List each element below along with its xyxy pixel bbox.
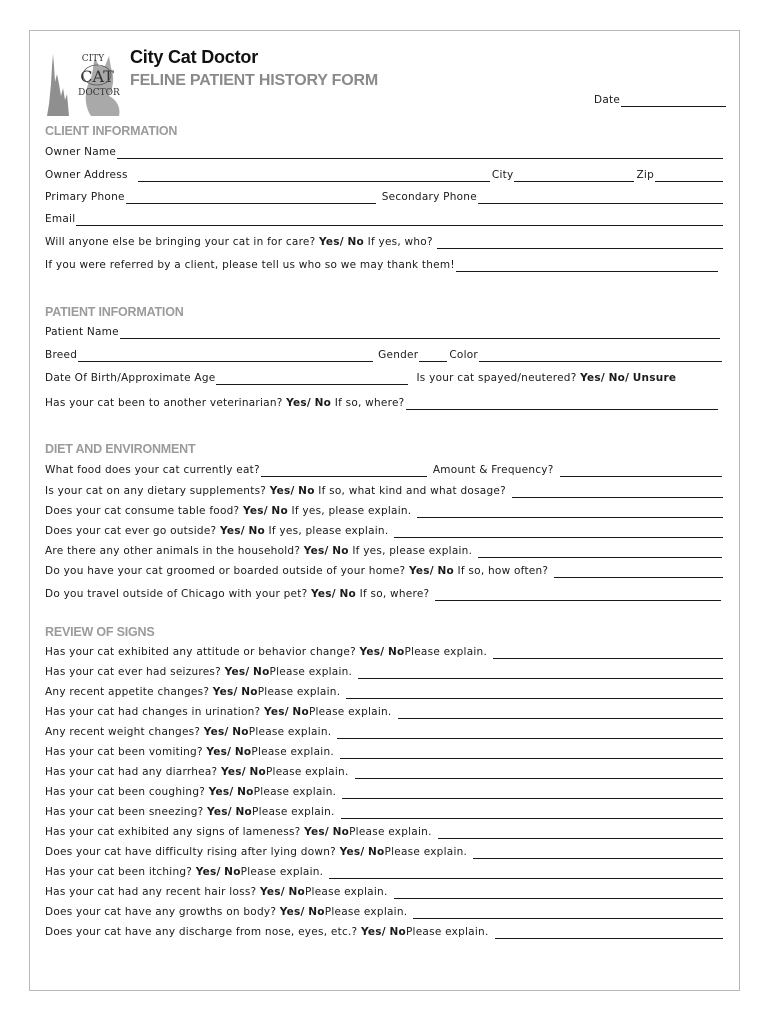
bringing-cat-question[interactable] xyxy=(45,235,727,249)
no-option[interactable]: No xyxy=(237,786,254,798)
no-option[interactable]: No xyxy=(347,236,365,248)
no-option[interactable]: No xyxy=(249,766,266,778)
city-cat-doctor-logo xyxy=(43,44,123,118)
followup-text: Please explain. xyxy=(252,806,335,818)
section-heading-signs: REVIEW OF SIGNS xyxy=(45,625,155,639)
secondary-phone-line[interactable] xyxy=(478,192,723,204)
no-option[interactable]: No xyxy=(387,646,405,658)
followup-text: If yes, please explain. xyxy=(268,525,389,537)
amount-line[interactable] xyxy=(560,465,722,477)
followup-text: Please explain. xyxy=(257,686,341,698)
owner-address-line[interactable] xyxy=(138,170,490,182)
owner-name-label: Owner Name xyxy=(45,146,117,158)
gender-line[interactable] xyxy=(419,350,447,362)
question-text: Has your cat been itching? xyxy=(45,866,193,878)
followup-text: Please explain. xyxy=(240,866,324,878)
question-text: Does your cat have any discharge from nose, eyes, etc.? xyxy=(45,926,358,938)
question-row[interactable] xyxy=(45,587,725,601)
yes-option[interactable]: Yes/ xyxy=(208,786,234,798)
question-row[interactable] xyxy=(45,765,727,779)
answer-line[interactable] xyxy=(342,787,723,799)
question-text: Has your cat had changes in urination? xyxy=(45,706,261,718)
answer-line[interactable] xyxy=(417,506,723,518)
followup-text: If so, what kind and what dosage? xyxy=(318,485,506,497)
followup-text: Please explain. xyxy=(349,826,432,838)
yes-option[interactable]: Yes/ xyxy=(212,686,238,698)
dob-label: Date Of Birth/Approximate Age xyxy=(45,372,216,384)
other-vet-question[interactable] xyxy=(45,396,720,410)
answer-line[interactable] xyxy=(398,707,723,719)
question-row[interactable] xyxy=(45,685,727,699)
spayed-yes-option[interactable]: Yes/ xyxy=(580,372,605,384)
followup-text: If yes, please explain. xyxy=(352,545,473,557)
yes-option[interactable]: Yes/ xyxy=(319,236,344,248)
answer-line[interactable] xyxy=(337,727,723,739)
answer-line[interactable] xyxy=(438,827,723,839)
spayed-unsure-option[interactable]: Unsure xyxy=(632,372,677,384)
secondary-phone-label: Secondary Phone xyxy=(381,191,477,203)
zip-label: Zip xyxy=(636,169,654,181)
gender-label: Gender xyxy=(378,349,419,361)
question-row[interactable] xyxy=(45,805,727,819)
yes-option[interactable]: Yes/ xyxy=(304,826,329,838)
no-option[interactable]: No xyxy=(288,886,305,898)
yes-option[interactable]: Yes/ xyxy=(242,505,268,517)
yes-option[interactable]: Yes/ xyxy=(339,846,365,858)
food-line[interactable] xyxy=(261,465,427,477)
question-text: Has your cat had any diarrhea? xyxy=(45,766,218,778)
followup-text: Please explain. xyxy=(384,846,468,858)
owner-name-line[interactable] xyxy=(117,147,723,159)
yes-option[interactable]: Yes/ xyxy=(259,886,285,898)
question-row[interactable] xyxy=(45,564,727,578)
breed-label: Breed xyxy=(45,349,78,361)
section-heading-diet: DIET AND ENVIRONMENT xyxy=(45,442,196,456)
yes-option[interactable]: Yes/ xyxy=(263,706,289,718)
question-text: Will anyone else be bringing your cat in for care? xyxy=(45,236,316,248)
no-option[interactable]: No xyxy=(234,746,252,758)
followup-text: Please explain. xyxy=(251,746,334,758)
question-text: Has your cat been vomiting? xyxy=(45,746,203,758)
no-option[interactable]: No xyxy=(292,706,309,718)
question-row[interactable] xyxy=(45,524,727,538)
logo-text-city: CITY xyxy=(81,54,105,64)
clinic-title: City Cat Doctor xyxy=(130,47,259,67)
no-option[interactable]: No xyxy=(224,866,241,878)
color-label: Color xyxy=(449,349,478,361)
answer-line[interactable] xyxy=(437,237,723,249)
answer-line[interactable] xyxy=(413,907,723,919)
section-heading-patient: PATIENT INFORMATION xyxy=(45,305,184,319)
spayed-no-option[interactable]: No/ xyxy=(608,372,630,384)
question-text: Does your cat have any growths on body? xyxy=(45,906,277,918)
question-text: Has your cat exhibited any attitude or behavior change? xyxy=(45,646,356,658)
question-text: Has your cat been sneezing? xyxy=(45,806,204,818)
followup-text: Please explain. xyxy=(265,766,349,778)
answer-line[interactable] xyxy=(478,546,722,558)
date-field[interactable] xyxy=(594,93,728,107)
question-row[interactable] xyxy=(45,484,727,498)
yes-option[interactable]: Yes/ xyxy=(286,397,312,409)
followup-text: Please explain. xyxy=(248,726,332,738)
question-row[interactable] xyxy=(45,705,727,719)
answer-line[interactable] xyxy=(358,667,723,679)
question-text: Has your cat had any recent hair loss? xyxy=(45,886,257,898)
answer-line[interactable] xyxy=(554,566,723,578)
referral-line[interactable] xyxy=(456,260,718,272)
no-option[interactable]: No xyxy=(298,485,315,497)
owner-name-field[interactable] xyxy=(45,145,727,159)
question-text: Has your cat ever had seizures? xyxy=(45,666,221,678)
zip-line[interactable] xyxy=(655,170,723,182)
date-line[interactable] xyxy=(621,95,726,107)
amount-label: Amount & Frequency? xyxy=(432,464,554,476)
question-row[interactable] xyxy=(45,645,727,659)
question-row[interactable] xyxy=(45,745,727,759)
logo-text-cat: CAT xyxy=(80,67,114,86)
question-text: Do you travel outside of Chicago with your pet? xyxy=(45,588,308,600)
email-line[interactable] xyxy=(76,214,723,226)
no-option[interactable]: No xyxy=(389,926,406,938)
question-row[interactable] xyxy=(45,865,727,879)
yes-option[interactable]: Yes/ xyxy=(219,525,245,537)
question-row[interactable] xyxy=(45,665,727,679)
followup-text: If so, where? xyxy=(334,397,405,409)
form-title: FELINE PATIENT HISTORY FORM xyxy=(130,72,378,89)
followup-text: Please explain. xyxy=(404,646,488,658)
followup-text: If so, how often? xyxy=(457,565,549,577)
no-option[interactable]: No xyxy=(437,565,454,577)
question-text: Has your cat been to another veterinarian? xyxy=(45,397,283,409)
yes-option[interactable]: Yes/ xyxy=(206,746,232,758)
yes-option[interactable]: Yes/ xyxy=(408,565,434,577)
no-option[interactable]: No xyxy=(232,726,249,738)
no-option[interactable]: No xyxy=(314,397,332,409)
yes-option[interactable]: Yes/ xyxy=(269,485,295,497)
dob-line[interactable] xyxy=(216,373,408,385)
answer-line[interactable] xyxy=(329,867,723,879)
question-text: Is your cat on any dietary supplements? xyxy=(45,485,267,497)
question-text: Are there any other animals in the household? xyxy=(45,545,301,557)
question-row[interactable] xyxy=(45,725,727,739)
answer-line[interactable] xyxy=(340,747,723,759)
answer-line[interactable] xyxy=(473,847,723,859)
food-label: What food does your cat currently eat? xyxy=(45,464,260,476)
yes-option[interactable]: Yes/ xyxy=(207,806,232,818)
email-field[interactable] xyxy=(45,212,727,226)
yes-option[interactable]: Yes/ xyxy=(360,926,386,938)
yes-option[interactable]: Yes/ xyxy=(303,545,329,557)
owner-address-label: Owner Address xyxy=(45,169,128,181)
followup-text: If yes, please explain. xyxy=(291,505,412,517)
question-text: Has your cat been coughing? xyxy=(45,786,206,798)
yes-option[interactable]: Yes/ xyxy=(224,666,250,678)
question-text: Do you have your cat groomed or boarded outside of your home? xyxy=(45,565,406,577)
yes-option[interactable]: Yes/ xyxy=(195,866,221,878)
patient-name-line[interactable] xyxy=(120,327,720,339)
dob-spayed-field[interactable] xyxy=(45,371,727,385)
no-option[interactable]: No xyxy=(248,525,265,537)
question-text: Does your cat have difficulty rising after lying down? xyxy=(45,846,336,858)
breed-line[interactable] xyxy=(78,350,373,362)
yes-option[interactable]: Yes/ xyxy=(279,906,305,918)
answer-line[interactable] xyxy=(435,589,721,601)
question-row[interactable] xyxy=(45,925,727,939)
spayed-question: Is your cat spayed/neutered? xyxy=(416,372,577,384)
question-row[interactable] xyxy=(45,504,727,518)
answer-line[interactable] xyxy=(394,526,723,538)
yes-option[interactable]: Yes/ xyxy=(311,588,336,600)
patient-name-field[interactable] xyxy=(45,325,722,339)
patient-name-label: Patient Name xyxy=(45,326,119,338)
question-row[interactable] xyxy=(45,885,727,899)
question-text: Any recent appetite changes? xyxy=(45,686,210,698)
no-option[interactable]: No xyxy=(235,806,253,818)
question-row[interactable] xyxy=(45,905,727,919)
followup-text: Please explain. xyxy=(304,886,388,898)
no-option[interactable]: No xyxy=(332,545,349,557)
food-question[interactable] xyxy=(45,463,724,477)
answer-line[interactable] xyxy=(495,927,723,939)
answer-line[interactable] xyxy=(346,687,723,699)
followup-text: Please explain. xyxy=(253,786,337,798)
question-text: Any recent weight changes? xyxy=(45,726,201,738)
followup-text: If yes, who? xyxy=(367,236,433,248)
answer-line[interactable] xyxy=(394,887,723,899)
question-text: Does your cat ever go outside? xyxy=(45,525,217,537)
followup-text: Please explain. xyxy=(405,926,489,938)
question-text: Has your cat exhibited any signs of lameness? xyxy=(45,826,301,838)
yes-option[interactable]: Yes/ xyxy=(359,646,385,658)
no-option[interactable]: No xyxy=(271,505,288,517)
referral-label: If you were referred by a client, please tell us who so we may thank them! xyxy=(45,259,455,271)
email-label: Email xyxy=(45,213,76,225)
date-label: Date xyxy=(594,94,621,106)
answer-line[interactable] xyxy=(355,767,723,779)
section-heading-client: CLIENT INFORMATION xyxy=(45,124,178,138)
no-option[interactable]: No xyxy=(308,906,325,918)
followup-text: Please explain. xyxy=(308,706,392,718)
no-option[interactable]: No xyxy=(253,666,270,678)
question-row[interactable] xyxy=(45,845,727,859)
city-line[interactable] xyxy=(514,170,634,182)
yes-option[interactable]: Yes/ xyxy=(203,726,229,738)
question-text: Does your cat consume table food? xyxy=(45,505,240,517)
question-row[interactable] xyxy=(45,785,727,799)
answer-line[interactable] xyxy=(493,647,723,659)
followup-text: Please explain. xyxy=(324,906,408,918)
no-option[interactable]: No xyxy=(368,846,385,858)
breed-gender-color-field[interactable] xyxy=(45,348,724,362)
no-option[interactable]: No xyxy=(241,686,258,698)
question-row[interactable] xyxy=(45,544,726,558)
answer-line[interactable] xyxy=(406,398,718,410)
followup-text: If so, where? xyxy=(359,588,430,600)
answer-line[interactable] xyxy=(341,807,723,819)
color-line[interactable] xyxy=(479,350,722,362)
primary-phone-line[interactable] xyxy=(126,192,376,204)
no-option[interactable]: No xyxy=(339,588,357,600)
owner-address-field[interactable] xyxy=(45,168,727,182)
referral-field[interactable] xyxy=(45,258,720,272)
answer-line[interactable] xyxy=(512,486,723,498)
no-option[interactable]: No xyxy=(332,826,350,838)
logo-text-doctor: DOCTOR xyxy=(78,88,120,98)
question-row[interactable] xyxy=(45,825,727,839)
phone-field[interactable] xyxy=(45,190,727,204)
city-label: City xyxy=(491,169,514,181)
yes-option[interactable]: Yes/ xyxy=(220,766,246,778)
primary-phone-label: Primary Phone xyxy=(45,191,125,203)
followup-text: Please explain. xyxy=(269,666,353,678)
